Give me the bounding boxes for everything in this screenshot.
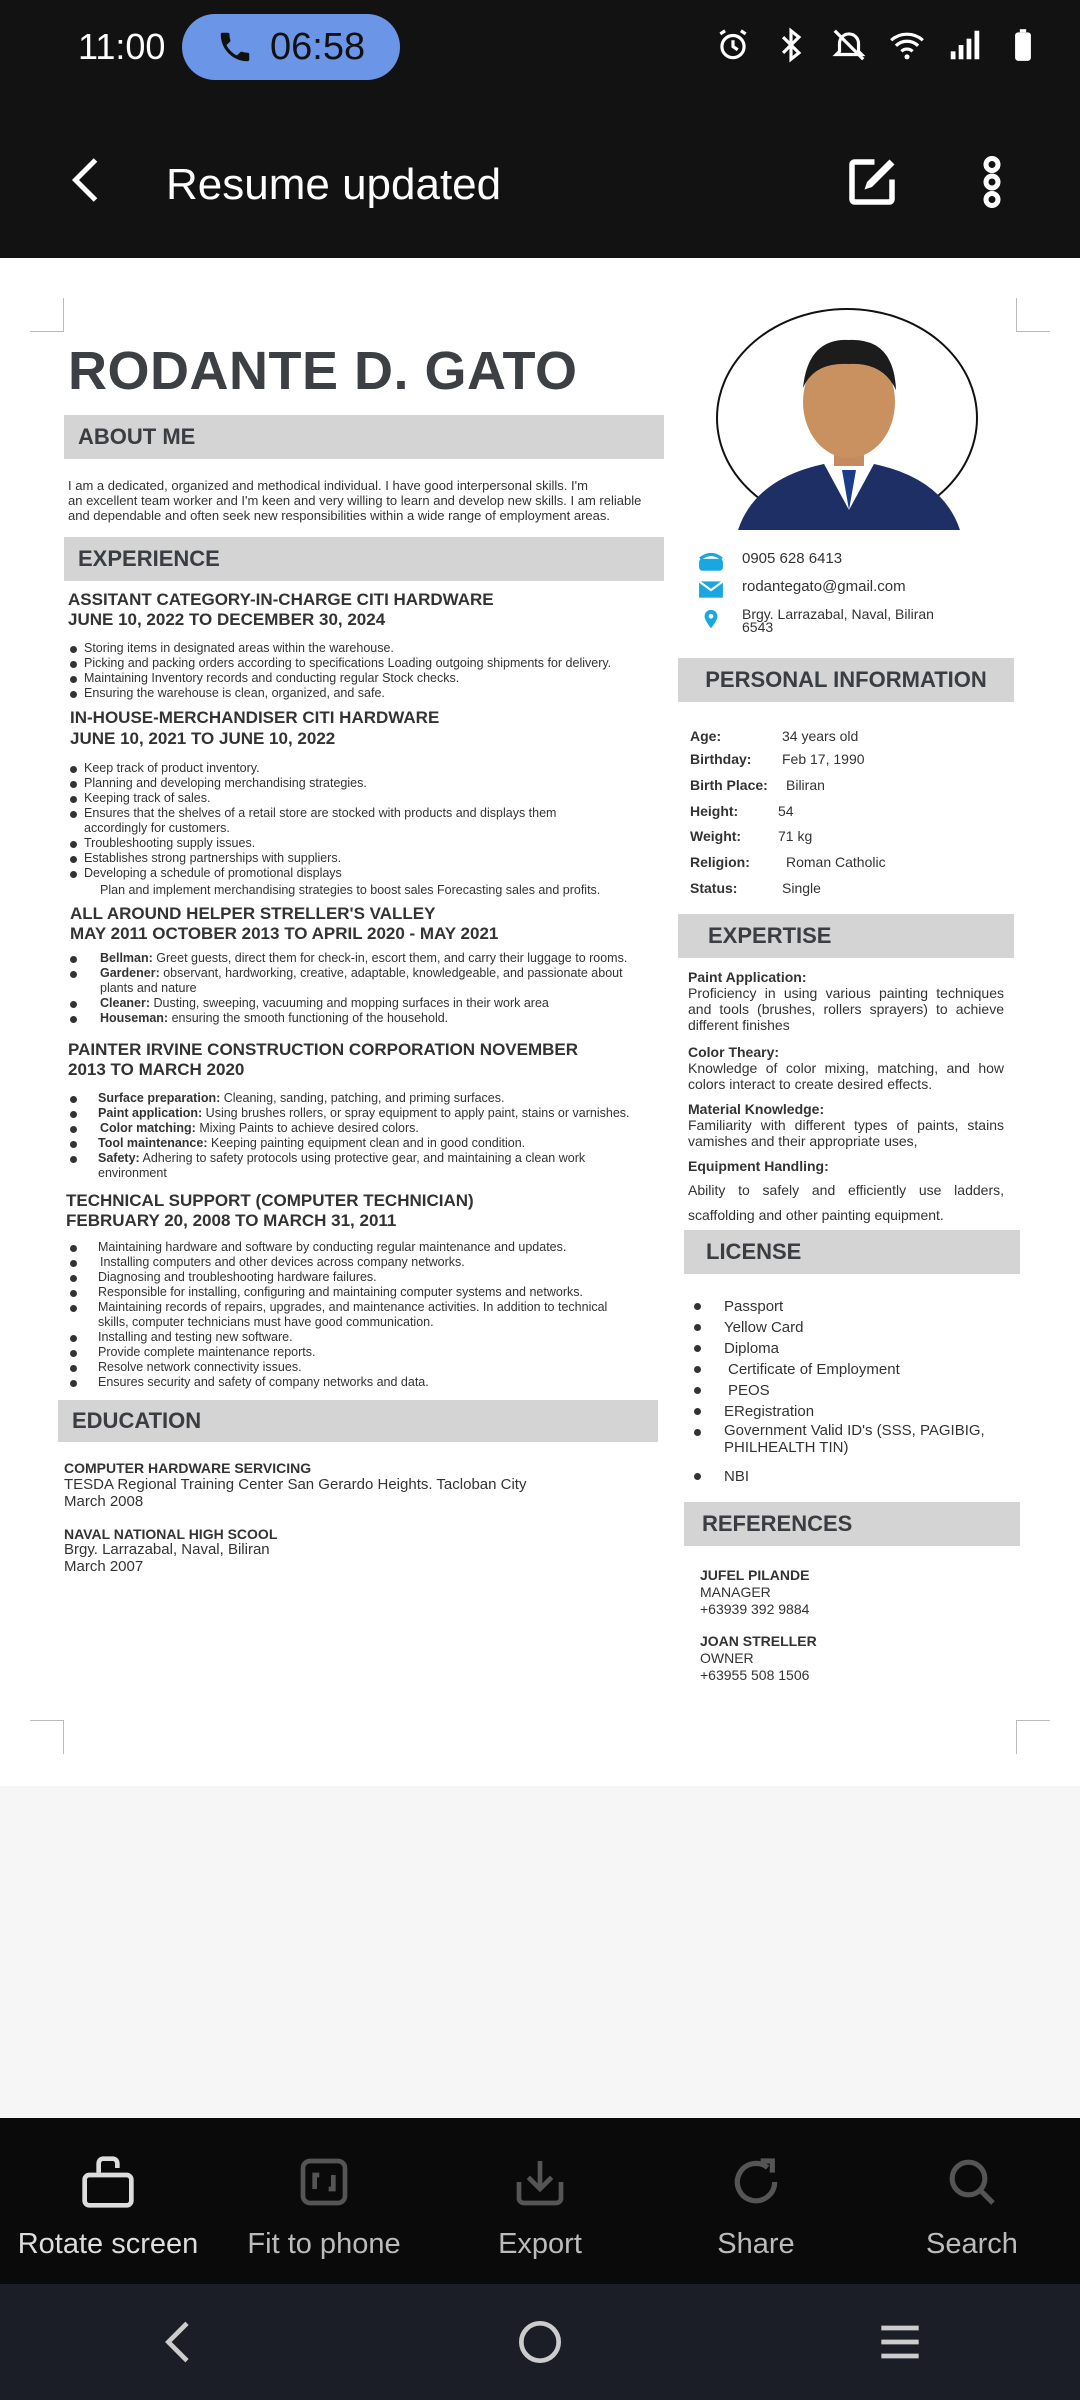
- battery-icon: [1004, 26, 1042, 64]
- list-item: [70, 996, 650, 1011]
- address-line: Brgy. Larrazabal, Naval, Biliran: [742, 606, 934, 622]
- job-duties: [70, 1091, 630, 1181]
- export-icon: [512, 2154, 568, 2210]
- education-date: March 2007: [64, 1558, 144, 1575]
- export-label: Export: [498, 2228, 582, 2260]
- field-label: Weight:: [690, 828, 742, 844]
- nav-home-icon[interactable]: [512, 2314, 568, 2370]
- reference-name: JOAN STRELLER: [700, 1633, 817, 1649]
- job-duties: [70, 1240, 640, 1389]
- expertise-title: Color Theary:: [688, 1044, 780, 1060]
- list-item: [70, 1011, 650, 1026]
- list-item: [70, 966, 650, 996]
- field-value: Single: [782, 880, 821, 896]
- item-key: Cleaner:: [100, 996, 151, 1010]
- job-title: IN-HOUSE-MERCHANDISER CITI HARDWARE: [70, 708, 440, 727]
- reference-entry: [700, 1567, 809, 1618]
- item-key: Surface preparation:: [98, 1091, 221, 1105]
- item-value: observant, hardworking, creative, adaptable, knowledgeable, and passionate about plants and nature: [100, 966, 623, 995]
- job-duties: [70, 951, 650, 1026]
- list-item: Picking and packing orders according to specifications Loading outgoing shipments for delivery.: [70, 656, 670, 671]
- personal-row: [690, 777, 825, 793]
- more-options-icon[interactable]: [962, 152, 1022, 212]
- education-title: COMPUTER HARDWARE SERVICING: [64, 1460, 312, 1476]
- reference-name: JUFEL PILANDE: [700, 1567, 810, 1583]
- list-item: [70, 1121, 630, 1136]
- search-label: Search: [926, 2228, 1018, 2260]
- job-title: PAINTER IRVINE CONSTRUCTION CORPORATION NOVEMBER: [68, 1040, 579, 1059]
- field-label: Age:: [690, 728, 722, 744]
- reference-role: OWNER: [700, 1650, 754, 1666]
- list-item: Storing items in designated areas within the warehouse.: [70, 641, 670, 656]
- license-heading: LICENSE: [684, 1230, 1020, 1274]
- about-line: and dependable and often seek new responsibilities within a wide range of employment areas.: [68, 508, 611, 523]
- item-value: ensuring the smooth functioning of the household.: [171, 1011, 449, 1025]
- education-heading: EDUCATION: [58, 1400, 658, 1442]
- item-key: Houseman:: [100, 1011, 169, 1025]
- person-portrait-icon: [718, 310, 980, 530]
- rotate-screen-icon: [80, 2154, 136, 2210]
- crop-mark: [30, 1720, 64, 1754]
- back-arrow-icon[interactable]: [58, 150, 118, 210]
- field-label: Height:: [690, 803, 739, 819]
- contact-address: [698, 608, 934, 634]
- list-item: Diagnosing and troubleshooting hardware failures.: [70, 1270, 640, 1285]
- rotate-screen-button[interactable]: [0, 2118, 216, 2284]
- list-item: Maintaining records of repairs, upgrades, and maintenance activities. In addition to technical skills, computer technicians must have good communication.: [70, 1300, 640, 1330]
- crop-mark: [30, 298, 64, 332]
- expertise-text: Familiarity with different types of paints, stains vamishes and their appropriate uses,: [688, 1117, 1004, 1149]
- field-label: Status:: [690, 880, 738, 896]
- list-item: Provide complete maintenance reports.: [70, 1345, 640, 1360]
- item-key: Gardener:: [100, 966, 160, 980]
- personal-row: [690, 854, 886, 870]
- item-value: Greet guests, direct them for check-in, escort them, and carry their luggage to rooms.: [156, 951, 628, 965]
- list-item: NBI: [692, 1466, 1012, 1487]
- personal-row: [690, 728, 858, 744]
- job-dates: JUNE 10, 2021 TO JUNE 10, 2022: [70, 729, 336, 748]
- job-title: TECHNICAL SUPPORT (COMPUTER TECHNICIAN): [66, 1191, 474, 1210]
- phone-icon: [216, 28, 254, 66]
- signal-icon: [946, 26, 984, 64]
- list-item: [70, 1151, 630, 1181]
- list-item: Resolve network connectivity issues.: [70, 1360, 640, 1375]
- about-line: I am a dedicated, organized and methodical individual. I have good interpersonal skills. I'm: [68, 478, 588, 493]
- list-item: Yellow Card: [692, 1317, 1012, 1338]
- personal-row: [690, 880, 821, 896]
- fit-to-phone-button[interactable]: [216, 2118, 432, 2284]
- about-text: [68, 478, 658, 523]
- reference-phone: +63955 508 1506: [700, 1667, 810, 1683]
- address-zip: 6543: [742, 619, 774, 635]
- license-list: [692, 1296, 1012, 1456]
- status-bar: [0, 0, 1080, 100]
- export-button[interactable]: [432, 2118, 648, 2284]
- about-line: an excellent team worker and I'm keen and very willing to learn and develop new skills. I am reliable: [68, 493, 642, 508]
- list-item: Responsible for installing, configuring and maintaining computer systems and networks.: [70, 1285, 640, 1300]
- list-item: Ensures security and safety of company networks and data.: [70, 1375, 640, 1390]
- status-time: 11:00: [78, 26, 166, 67]
- email-icon: [698, 578, 724, 600]
- location-pin-icon: [698, 608, 724, 630]
- expertise-title: Equipment Handling:: [688, 1158, 829, 1174]
- education-title: NAVAL NATIONAL HIGH SCOOL: [64, 1526, 278, 1542]
- education-school: Brgy. Larrazabal, Naval, Biliran: [64, 1541, 270, 1558]
- item-value: Using brushes rollers, or spray equipment to apply paint, stains or varnishes.: [205, 1106, 630, 1120]
- status-icons: [714, 26, 1042, 64]
- list-item: PEOS: [692, 1380, 1012, 1401]
- document-viewer[interactable]: [0, 258, 1080, 2118]
- job-dates: MAY 2011 OCTOBER 2013 TO APRIL 2020 - MAY 2021: [70, 924, 499, 943]
- item-key: Paint application:: [98, 1106, 203, 1120]
- list-item: [70, 1136, 630, 1151]
- address-text: [742, 608, 934, 634]
- list-item: Certificate of Employment: [692, 1359, 1012, 1380]
- job-title: ALL AROUND HELPER STRELLER'S VALLEY: [70, 904, 436, 923]
- document-title: Resume updated: [166, 160, 502, 209]
- reference-entry: [700, 1633, 817, 1684]
- field-value: Feb 17, 1990: [782, 751, 865, 767]
- personal-info-heading: PERSONAL INFORMATION: [678, 658, 1014, 702]
- resume-name: RODANTE D. GATO: [68, 341, 578, 401]
- wifi-icon: [888, 26, 926, 64]
- phone-icon: [698, 550, 724, 572]
- about-heading: ABOUT ME: [64, 415, 664, 459]
- item-key: Safety:: [98, 1151, 140, 1165]
- list-item: Developing a schedule of promotional displays: [70, 866, 620, 881]
- list-item: [70, 951, 650, 966]
- share-label: Share: [717, 2228, 795, 2260]
- job-duties: [70, 641, 670, 701]
- list-item: Ensuring the warehouse is clean, organized, and safe.: [70, 686, 670, 701]
- profile-photo: [716, 308, 978, 528]
- call-duration: 06:58: [270, 25, 366, 68]
- contact-phone: [698, 550, 842, 572]
- list-item: Maintaining hardware and software by conducting regular maintenance and updates.: [70, 1240, 640, 1255]
- item-value: Mixing Paints to achieve desired colors.: [199, 1121, 419, 1135]
- experience-heading: EXPERIENCE: [64, 537, 664, 581]
- item-key: Bellman:: [100, 951, 153, 965]
- list-item: Ensures that the shelves of a retail store are stocked with products and displays them accordingly for customers.: [70, 806, 620, 836]
- license-list: [692, 1466, 1012, 1490]
- share-icon: [728, 2154, 784, 2210]
- job-dates: FEBRUARY 20, 2008 TO MARCH 31, 2011: [66, 1211, 397, 1230]
- list-item: Installing computers and other devices across company networks.: [70, 1255, 640, 1270]
- edit-icon[interactable]: [842, 152, 902, 212]
- list-item: Establishes strong partnerships with suppliers.: [70, 851, 620, 866]
- list-item: [70, 1091, 630, 1106]
- contact-email: [698, 578, 906, 600]
- item-value: Dusting, sweeping, vacuuming and mopping surfaces in their work area: [153, 996, 549, 1010]
- item-value: Cleaning, sanding, patching, and priming surfaces.: [223, 1091, 505, 1105]
- share-button[interactable]: [648, 2118, 864, 2284]
- list-item: Keep track of product inventory.: [70, 761, 620, 776]
- list-item: Keeping track of sales.: [70, 791, 620, 806]
- expertise-text: Knowledge of color mixing, matching, and how colors interact to create desired effects.: [688, 1060, 1004, 1092]
- field-label: Religion:: [690, 854, 750, 870]
- list-item: Passport: [692, 1296, 1012, 1317]
- ongoing-call-chip[interactable]: [182, 14, 400, 80]
- bluetooth-icon: [772, 26, 810, 64]
- job-duties: [70, 761, 620, 881]
- item-key: Color matching:: [100, 1121, 196, 1135]
- expertise-text: Ability to safely and efficiently use ladders, scaffolding and other painting equipment.: [688, 1182, 1004, 1223]
- item-value: Keeping painting equipment clean and in good condition.: [211, 1136, 526, 1150]
- job-dates: 2013 TO MARCH 2020: [68, 1060, 245, 1079]
- expertise-title: Material Knowledge:: [688, 1101, 825, 1117]
- system-nav-bar: [0, 2284, 1080, 2400]
- resume-page: [0, 258, 1080, 1786]
- app-bar: [0, 100, 1080, 258]
- personal-row: [690, 828, 812, 844]
- personal-row: [690, 751, 865, 767]
- list-item: Government Valid ID's (SSS, PAGIBIG, PHILHEALTH TIN): [692, 1422, 1012, 1456]
- field-value: 71 kg: [778, 828, 813, 844]
- education-school: TESDA Regional Training Center San Gerardo Heights. Tacloban City: [64, 1476, 527, 1493]
- list-item: ERegistration: [692, 1401, 1012, 1422]
- crop-mark: [1016, 1720, 1050, 1754]
- rotate-screen-label: Rotate screen: [17, 2228, 199, 2260]
- expertise-text: Proficiency in using various painting techniques and tools (brushes, rollers sprayers) to achieve different finishes: [688, 985, 1004, 1033]
- references-heading: REFERENCES: [684, 1502, 1020, 1546]
- list-item: Maintaining Inventory records and conducting regular Stock checks.: [70, 671, 670, 686]
- personal-row: [690, 803, 794, 819]
- mute-icon: [830, 26, 868, 64]
- fit-to-phone-label: Fit to phone: [247, 2228, 401, 2260]
- item-key: Tool maintenance:: [98, 1136, 208, 1150]
- crop-mark: [1016, 298, 1050, 332]
- expertise-heading: EXPERTISE: [678, 914, 1014, 958]
- list-item: [70, 1106, 630, 1121]
- field-label: Birthday:: [690, 751, 752, 767]
- field-value: Biliran: [786, 777, 825, 793]
- reference-phone: +63939 392 9884: [700, 1601, 810, 1617]
- education-date: March 2008: [64, 1493, 144, 1510]
- search-button[interactable]: [864, 2118, 1080, 2284]
- email-text: rodantegato@gmail.com: [742, 578, 906, 595]
- phone-text: 0905 628 6413: [742, 550, 843, 567]
- nav-recents-icon[interactable]: [872, 2314, 928, 2370]
- item-value: Adhering to safety protocols using protective gear, and maintaining a clean work environment: [98, 1151, 586, 1180]
- field-value: Roman Catholic: [786, 854, 886, 870]
- search-icon: [944, 2154, 1000, 2210]
- fit-to-phone-icon: [296, 2154, 352, 2210]
- list-item: Installing and testing new software.: [70, 1330, 640, 1345]
- nav-back-icon[interactable]: [152, 2314, 208, 2370]
- expertise-title: Paint Application:: [688, 969, 807, 985]
- field-value: 54: [778, 803, 794, 819]
- alarm-icon: [714, 26, 752, 64]
- bottom-toolbar: [0, 2118, 1080, 2284]
- job-dates: JUNE 10, 2022 TO DECEMBER 30, 2024: [68, 610, 386, 629]
- list-item: Troubleshooting supply issues.: [70, 836, 620, 851]
- job-note: Plan and implement merchandising strategies to boost sales Forecasting sales and profits.: [100, 883, 601, 897]
- list-item: Planning and developing merchandising strategies.: [70, 776, 620, 791]
- list-item: Diploma: [692, 1338, 1012, 1359]
- field-label: Birth Place:: [690, 777, 768, 793]
- field-value: 34 years old: [782, 728, 859, 744]
- reference-role: MANAGER: [700, 1584, 771, 1600]
- job-title: ASSITANT CATEGORY-IN-CHARGE CITI HARDWARE: [68, 590, 494, 609]
